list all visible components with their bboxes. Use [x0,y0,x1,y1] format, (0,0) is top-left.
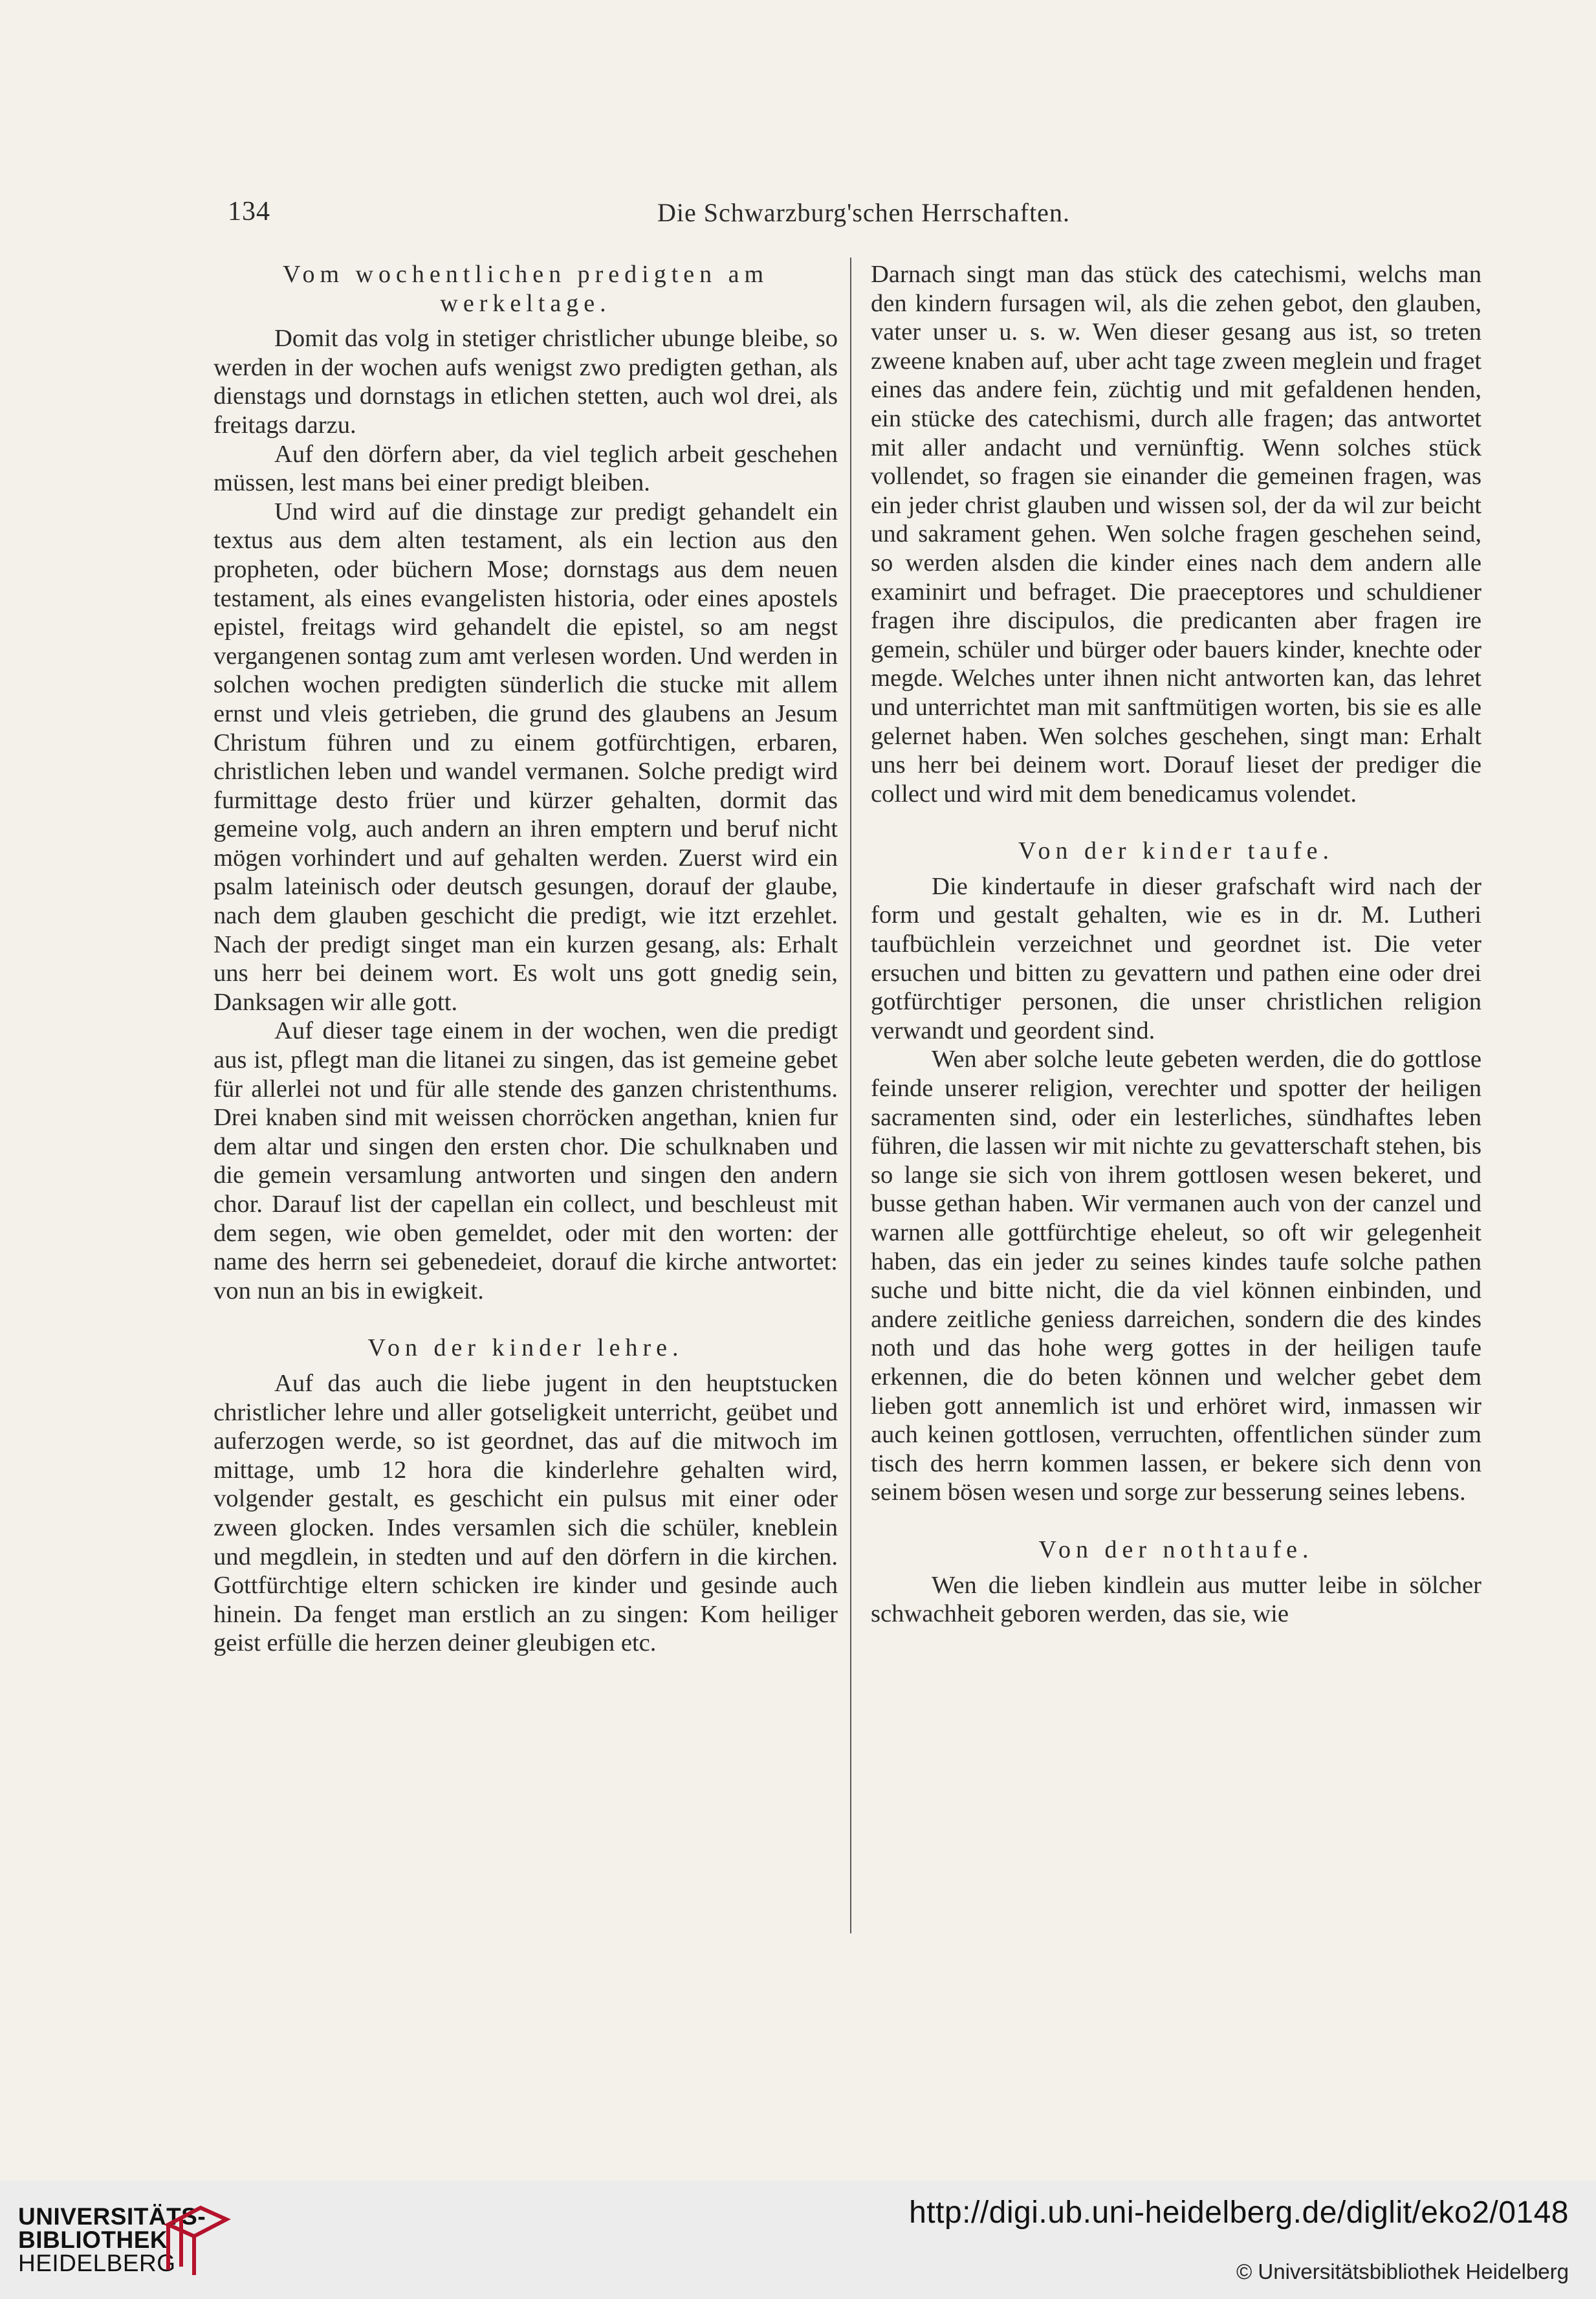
left-text-column [213,260,838,1658]
section-heading: Von der kinder taufe. [1018,837,1335,865]
paragraph: Auf dieser tage einem in der wochen, wen die predigt aus ist, pflegt man die litanei zu singen, das ist gemeine gebet für allerlei not und für alle stende des ganzen christenthums. Drei knaben sind mit weissen chorröcken angethan, knien fur dem altar und singen den ersten chor. Die schulknaben und die gemein versamlung antworten und singen den andern chor. Darauf list der capellan ein collect, und beschleust mit dem segen, wie oben gemeldet, oder mit den worten: der name des herrn sei gebenedeiet, dorauf die kirche antwortet: von nun an bis in ewigkeit. [213,1017,838,1304]
page-number: 134 [228,197,270,226]
paragraph: Wen die lieben kindlein aus mutter leibe in sölcher schwachheit geboren werden, das sie, wie [871,1571,1481,1628]
section-heading: Von der nothtaufe. [1038,1535,1314,1563]
copyright-notice: © Universitätsbibliothek Heidelberg [1236,2260,1569,2283]
paragraph: Darnach singt man das stück des catechismi, welchs man den kindern fursagen wil, als die zehen gebot, den glauben, vater unser u. s. w. Wen dieser gesang aus ist, so treten zweene knaben auf, uber acht tage zween meglein und fraget eines das andere fein, züchtig und mit gefaldenen henden, ein stücke des catechismi, durch alle fragen; das antwortet mit aller andacht und vernünftig. Wenn solches stück vollendet, so fragen sie einander die gemeinen fragen, was ein jeder christ glauben und wissen sol, der da wil zur beicht und sakrament gehen. Wen solche fragen geschehen seind, so werden alsden die kinder eines nach dem andern alle examinirt und befraget. Die praeceptores und schuldiener fragen ihre discipulos, die predicanten aber fragen ire gemein, schüler und bürger oder bauers kinder, knechte oder megde. Welches unter ihnen nicht antworten kan, das lehret und unterrichtet man mit sanftmütigen worten, bis sie es alle gelernet haben. Wen solches geschehen, singt man: Erhalt uns herr bei deinem wort. Dorauf lieset der prediger die collect und wird mit dem benedicamus volendet. [871,261,1481,808]
paragraph: Auf das auch die liebe jugent in den heuptstucken christlicher lehre und aller gotseligkeit unterricht, geübet und auferzogen werde, so ist geordnet, das auf die mitwoch im mittage, umb 12 hora die kinderlehre gehalten wird, volgender gestalt, es geschicht ein pulsus mit einer oder zween glocken. Indes versamlen sich die schüler, kneblein und megdlein, in stedten und auf den dörfern in die kirchen. Gottfürchtige eltern schicken ire kinder und gesinde auch hinein. Da fenget man erstlich an zu singen: Kom heiliger geist erfülle die herzen deiner gleubigen etc. [213,1369,838,1657]
paragraph: Domit das volg in stetiger christlicher ubunge bleibe, so werden in der wochen aufs wenigst zwo predigten gethan, als dienstags und dornstags in etlichen stetten, auch wol drei, als freitags darzu. [213,325,838,439]
section-heading: Vom wochentlichen predigten am werkeltage. [282,261,769,317]
library-logo[interactable] [18,2205,303,2276]
paragraph: Auf den dörfern aber, da viel teglich arbeit geschehen müssen, lest mans bei einer predigt bleiben. [213,440,838,497]
right-text-column [871,260,1481,1629]
section-heading: Von der kinder lehre. [367,1334,684,1362]
paragraph: Und wird auf die dinstage zur predigt gehandelt ein textus aus dem alten testament, als ein lection aus den propheten, oder büchern Mose; dornstags aus dem neuen testament, als eines evangelisten historia, oder eines apostels epistel, freitags wird gehandelt die epistel, so am negst vergangenen sontag zum amt verlesen worden. Und werden in solchen wochen predigten sünderlich die stucke mit allem ernst und vleis getrieben, die grund des glaubens an Jesum Christum führen und zu einem gotfürchtigen, erbaren, christlichen leben und wandel vermanen. Solche predigt wird furmittage desto früer und kürzer gehalten, dormit das gemeine volg, auch andern an ihren emptern und beruf nicht mögen vorhindert und auf gehalten werden. Zuerst wird ein psalm lateinisch oder deutsch gesungen, dorauf der glaube, nach dem glauben geschicht die predigt, wie itzt erzehlet. Nach der predigt singet man ein kurzen gesang, als: Erhalt uns herr bei deinem wort. Es wolt uns gott gnedig sein, Danksagen wir alle gott. [213,498,838,1016]
permalink-url[interactable]: http://digi.ub.uni-heidelberg.de/diglit/eko2/0148 [909,2195,1569,2230]
paragraph: Die kindertaufe in dieser grafschaft wird nach der form und gestalt gehalten, wie es in dr. M. Lutheri taufbüchlein verzeichnet und geordnet ist. Die veter ersuchen und bitten zu gevattern und pathen eine oder drei gotfürchtiger personen, die unser christlichen religion verwandt und geordent sind. [871,872,1481,1044]
running-header [213,191,1469,230]
library-emblem-icon [155,2205,233,2276]
column-divider [850,258,851,1933]
library-name: UNIVERSITÄTS- BIBLIOTHEK HEIDELBERG [18,2203,206,2276]
running-title: Die Schwarzburg'schen Herrschaften. [657,198,1070,227]
viewer-footer [0,2181,1596,2299]
paragraph: Wen aber solche leute gebeten werden, die do gottlose feinde unserer religion, verechter und spotter der heiligen sacramenten sind, oder ein lesterliches, sündhaftes leben führen, die lassen wir mit nichte zu gevatterschaft stehen, bis so lange sie sich von ihrem gottlosen wesen bekeret, und busse gethan haben. Wir vermanen auch von der canzel und warnen alle gottfürchtige eheleut, so oft wir gelegenheit haben, das ein jeder zu seines kindes taufe solche pathen suche und bitte nicht, die da viel können einbinden, und andere zeitliche geniess darreichen, sondern die des kindes noth und das hohe werg gottes in der heiligen taufe erkennen, die do beten können und welcher gebet dem lieben gott annemlich ist und erhöret wird, inmassen wir auch keinen gottlosen, verruchten, offentlichen sünder zum tisch des herrn kommen lassen, er bekere sich denn von seinem bösen wesen und sorge zur besserung seines lebens. [871,1046,1481,1506]
